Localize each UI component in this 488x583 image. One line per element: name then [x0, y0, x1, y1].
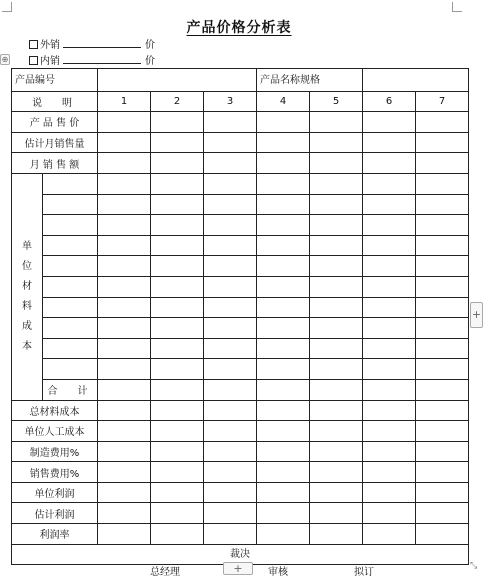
table-cell[interactable] [416, 153, 469, 174]
table-cell[interactable] [204, 173, 257, 194]
table-cell[interactable] [363, 297, 416, 318]
table-cell[interactable] [257, 421, 310, 442]
crop-mark-top-right [452, 2, 462, 12]
table-cell[interactable] [151, 441, 204, 462]
table-cell[interactable] [204, 503, 257, 524]
table-row [12, 482, 469, 503]
table-cell[interactable] [310, 132, 363, 153]
table-cell[interactable] [310, 256, 363, 277]
material-row [12, 256, 469, 277]
domestic-label: 内销 [40, 56, 60, 67]
material-label-char: 单 [22, 240, 32, 252]
product-name-label: 产品名称规格 [257, 69, 363, 92]
table-cell[interactable] [416, 441, 469, 462]
table-cell[interactable] [363, 173, 416, 194]
subtotal-label: 合 计 [43, 379, 98, 400]
table-cell[interactable] [257, 379, 310, 400]
table-cell[interactable] [151, 462, 204, 483]
option-domestic [29, 54, 155, 68]
table-cell[interactable] [310, 318, 363, 339]
table-row [12, 400, 469, 421]
material-row [12, 297, 469, 318]
decision-label: 裁决 [230, 548, 250, 560]
table-cell[interactable] [257, 359, 310, 380]
table-cell[interactable] [363, 482, 416, 503]
material-name-cell[interactable] [43, 318, 98, 339]
product-header-row [12, 69, 469, 92]
table-cell[interactable] [98, 276, 151, 297]
table-cell[interactable] [257, 503, 310, 524]
column-header-row [12, 91, 469, 112]
table-cell[interactable] [204, 194, 257, 215]
signature-reviewer: 审核 [268, 567, 288, 578]
description-label: 说 明 [12, 91, 98, 112]
table-cell[interactable] [310, 276, 363, 297]
export-price-field[interactable] [63, 38, 141, 48]
table-cell[interactable] [363, 503, 416, 524]
column-header: 7 [416, 91, 469, 112]
row-label-selling-expense: 销售费用% [12, 462, 98, 483]
product-code-cell[interactable] [98, 69, 257, 92]
table-cell[interactable] [257, 462, 310, 483]
table-cell[interactable] [257, 524, 310, 545]
table-cell[interactable] [257, 173, 310, 194]
table-cell[interactable] [151, 400, 204, 421]
table-row [12, 462, 469, 483]
table-cell[interactable] [151, 112, 204, 133]
table-cell[interactable] [98, 359, 151, 380]
table-cell[interactable] [257, 235, 310, 256]
material-row [12, 235, 469, 256]
row-label-manufacturing: 制造费用% [12, 441, 98, 462]
table-cell[interactable] [98, 338, 151, 359]
table-cell[interactable] [257, 215, 310, 236]
table-cell[interactable] [98, 153, 151, 174]
table-cell[interactable] [257, 482, 310, 503]
table-cell[interactable] [363, 132, 416, 153]
table-row [12, 421, 469, 442]
table-cell[interactable] [416, 379, 469, 400]
export-suffix: 价 [145, 40, 155, 51]
table-cell[interactable] [416, 359, 469, 380]
table-cell[interactable] [363, 379, 416, 400]
table-cell[interactable] [310, 400, 363, 421]
table-cell[interactable] [416, 256, 469, 277]
table-cell[interactable] [363, 276, 416, 297]
table-cell[interactable] [363, 421, 416, 442]
product-code-label: 产品编号 [12, 69, 98, 92]
table-cell[interactable] [204, 215, 257, 236]
table-cell[interactable] [416, 462, 469, 483]
row-label-selling-price: 产 品 售 价 [12, 112, 98, 133]
table-move-handle[interactable]: ⊕ [1, 55, 9, 64]
table-cell[interactable] [257, 153, 310, 174]
table-row [12, 441, 469, 462]
table-cell[interactable] [204, 441, 257, 462]
table-cell[interactable] [151, 421, 204, 442]
table-cell[interactable] [310, 112, 363, 133]
material-name-cell[interactable] [43, 359, 98, 380]
price-analysis-table [11, 68, 469, 565]
table-cell[interactable] [416, 194, 469, 215]
table-cell[interactable] [151, 338, 204, 359]
table-cell[interactable] [204, 359, 257, 380]
table-cell[interactable] [257, 194, 310, 215]
table-cell[interactable] [204, 132, 257, 153]
table-cell[interactable] [204, 462, 257, 483]
table-cell[interactable] [416, 215, 469, 236]
table-cell[interactable] [416, 276, 469, 297]
table-cell[interactable] [416, 421, 469, 442]
table-cell[interactable] [98, 297, 151, 318]
column-header: 3 [204, 91, 257, 112]
row-label-monthly-sales: 月 销 售 额 [12, 153, 98, 174]
material-name-cell[interactable] [43, 173, 98, 194]
table-cell[interactable] [257, 256, 310, 277]
product-name-cell[interactable] [363, 69, 469, 92]
table-cell[interactable] [363, 524, 416, 545]
table-cell[interactable] [310, 194, 363, 215]
table-cell[interactable] [151, 297, 204, 318]
material-row [12, 359, 469, 380]
table-cell[interactable] [98, 235, 151, 256]
row-label-unit-profit: 单位利润 [12, 482, 98, 503]
table-cell[interactable] [151, 379, 204, 400]
table-cell[interactable] [98, 256, 151, 277]
row-label-profit-rate: 利润率 [12, 524, 98, 545]
table-row [12, 153, 469, 174]
table-cell[interactable] [363, 462, 416, 483]
table-cell[interactable] [204, 524, 257, 545]
table-cell[interactable] [257, 112, 310, 133]
domestic-suffix: 价 [145, 56, 155, 67]
add-row-button[interactable]: + [223, 562, 253, 575]
table-cell[interactable] [204, 112, 257, 133]
material-row [12, 318, 469, 339]
table-cell[interactable] [257, 318, 310, 339]
row-label-monthly-volume: 估计月销售量 [12, 132, 98, 153]
table-cell[interactable] [151, 318, 204, 339]
table-row [12, 112, 469, 133]
table-cell[interactable] [257, 400, 310, 421]
table-cell[interactable] [98, 462, 151, 483]
table-cell[interactable] [416, 112, 469, 133]
table-cell[interactable] [98, 194, 151, 215]
table-cell[interactable] [416, 235, 469, 256]
table-cell[interactable] [151, 215, 204, 236]
table-cell[interactable] [257, 441, 310, 462]
material-name-cell[interactable] [43, 276, 98, 297]
table-cell[interactable] [363, 194, 416, 215]
table-cell[interactable] [151, 256, 204, 277]
table-cell[interactable] [151, 132, 204, 153]
column-header: 5 [310, 91, 363, 112]
table-cell[interactable] [204, 482, 257, 503]
table-cell[interactable] [204, 400, 257, 421]
material-name-cell[interactable] [43, 338, 98, 359]
material-row [12, 338, 469, 359]
table-cell[interactable] [310, 379, 363, 400]
table-cell[interactable] [416, 524, 469, 545]
table-cell[interactable] [363, 318, 416, 339]
row-label-total-material: 总材料成本 [12, 400, 98, 421]
table-cell[interactable] [151, 359, 204, 380]
material-row [12, 276, 469, 297]
table-cell[interactable] [310, 359, 363, 380]
table-cell[interactable] [310, 462, 363, 483]
table-row [12, 503, 469, 524]
table-cell[interactable] [151, 276, 204, 297]
table-cell[interactable] [204, 338, 257, 359]
table-cell[interactable] [151, 153, 204, 174]
table-cell[interactable] [416, 132, 469, 153]
crop-mark-top-left [2, 2, 12, 12]
option-export [29, 38, 155, 52]
column-header: 6 [363, 91, 416, 112]
table-cell[interactable] [310, 173, 363, 194]
table-cell[interactable] [310, 524, 363, 545]
table-cell[interactable] [416, 173, 469, 194]
table-cell[interactable] [416, 318, 469, 339]
table-cell[interactable] [416, 338, 469, 359]
table-cell[interactable] [98, 400, 151, 421]
table-cell[interactable] [98, 524, 151, 545]
table-cell[interactable] [363, 338, 416, 359]
table-cell[interactable] [204, 297, 257, 318]
material-name-cell[interactable] [43, 256, 98, 277]
table-cell[interactable] [151, 482, 204, 503]
table-cell[interactable] [204, 276, 257, 297]
table-cell[interactable] [151, 524, 204, 545]
material-label-char: 成 [22, 320, 32, 332]
column-header: 2 [151, 91, 204, 112]
table-cell[interactable] [363, 400, 416, 421]
column-header: 1 [98, 91, 151, 112]
material-label-char: 位 [22, 260, 32, 272]
add-column-button[interactable]: + [470, 302, 483, 328]
material-name-cell[interactable] [43, 194, 98, 215]
signature-drafter: 拟订 [354, 567, 374, 578]
material-label-char: 材 [22, 280, 32, 292]
table-cell[interactable] [98, 132, 151, 153]
export-checkbox[interactable] [29, 40, 38, 49]
table-cell[interactable] [257, 132, 310, 153]
table-cell[interactable] [98, 215, 151, 236]
table-cell[interactable] [204, 235, 257, 256]
table-cell[interactable] [98, 318, 151, 339]
table-cell[interactable] [310, 482, 363, 503]
table-cell[interactable] [204, 421, 257, 442]
table-cell[interactable] [310, 503, 363, 524]
table-cell[interactable] [363, 256, 416, 277]
material-label-char: 料 [22, 300, 32, 312]
table-cell[interactable] [98, 173, 151, 194]
table-cell[interactable] [310, 297, 363, 318]
material-subtotal-row [12, 379, 469, 400]
table-cell[interactable] [204, 379, 257, 400]
table-cell[interactable] [98, 379, 151, 400]
column-header: 4 [257, 91, 310, 112]
resize-handle-icon[interactable]: ⤡ [470, 561, 478, 571]
table-cell[interactable] [363, 153, 416, 174]
table-cell[interactable] [363, 112, 416, 133]
table-cell[interactable] [98, 441, 151, 462]
table-cell[interactable] [204, 256, 257, 277]
table-cell[interactable] [310, 215, 363, 236]
table-cell[interactable] [310, 153, 363, 174]
table-row [12, 132, 469, 153]
export-label: 外销 [40, 40, 60, 51]
table-cell[interactable] [98, 503, 151, 524]
material-row [12, 194, 469, 215]
table-cell[interactable] [98, 482, 151, 503]
table-cell[interactable] [151, 173, 204, 194]
table-cell[interactable] [363, 359, 416, 380]
material-label-char: 本 [22, 340, 32, 352]
table-cell[interactable] [416, 297, 469, 318]
row-label-estimated-profit: 估计利润 [12, 503, 98, 524]
table-cell[interactable] [310, 421, 363, 442]
table-cell[interactable] [310, 235, 363, 256]
page-title: 产品价格分析表 [186, 20, 292, 36]
domestic-checkbox[interactable] [29, 56, 38, 65]
table-cell[interactable] [416, 482, 469, 503]
table-cell[interactable] [151, 503, 204, 524]
material-name-cell[interactable] [43, 235, 98, 256]
table-cell[interactable] [416, 503, 469, 524]
material-row [12, 173, 469, 194]
table-cell[interactable] [257, 338, 310, 359]
table-cell[interactable] [310, 338, 363, 359]
material-name-cell[interactable] [43, 297, 98, 318]
domestic-price-field[interactable] [63, 54, 141, 64]
table-cell[interactable] [257, 297, 310, 318]
table-cell[interactable] [204, 153, 257, 174]
table-row [12, 524, 469, 545]
table-cell[interactable] [151, 235, 204, 256]
table-cell[interactable] [363, 235, 416, 256]
table-cell[interactable] [416, 400, 469, 421]
material-row [12, 215, 469, 236]
table-cell[interactable] [98, 112, 151, 133]
row-label-labor-cost: 单位人工成本 [12, 421, 98, 442]
signature-manager: 总经理 [150, 567, 180, 578]
table-cell[interactable] [257, 276, 310, 297]
table-cell[interactable] [98, 421, 151, 442]
material-name-cell[interactable] [43, 215, 98, 236]
table-cell[interactable] [204, 318, 257, 339]
table-cell[interactable] [151, 194, 204, 215]
table-cell[interactable] [310, 441, 363, 462]
material-cost-label [12, 173, 43, 400]
table-cell[interactable] [363, 441, 416, 462]
table-cell[interactable] [363, 215, 416, 236]
